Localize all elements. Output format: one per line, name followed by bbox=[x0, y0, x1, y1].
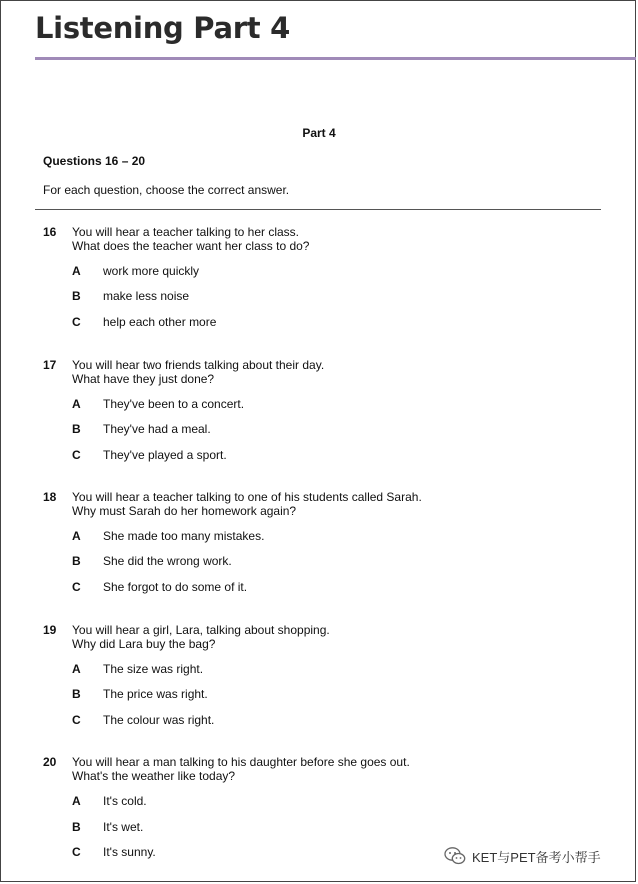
header-rule bbox=[35, 57, 636, 60]
option-letter: A bbox=[72, 397, 81, 411]
question-prompt: What have they just done? bbox=[72, 372, 215, 386]
option-text: She forgot to do some of it. bbox=[103, 580, 248, 594]
option-letter: C bbox=[72, 845, 81, 859]
option-text: She made too many mistakes. bbox=[103, 529, 265, 543]
option-letter: B bbox=[72, 422, 81, 436]
option-letter: A bbox=[72, 264, 81, 278]
option-letter: B bbox=[72, 687, 81, 701]
option-text: The size was right. bbox=[103, 662, 204, 676]
option-letter: A bbox=[72, 662, 81, 676]
option-letter: C bbox=[72, 448, 81, 462]
question-context: You will hear a teacher talking to one of his students called Sarah. bbox=[72, 490, 422, 504]
question-context: You will hear two friends talking about their day. bbox=[72, 358, 325, 372]
option-letter: B bbox=[72, 554, 81, 568]
option-text: help each other more bbox=[103, 315, 217, 329]
question-context: You will hear a teacher talking to her class. bbox=[72, 225, 300, 239]
option-letter: C bbox=[72, 713, 81, 727]
option-text: It's sunny. bbox=[103, 845, 156, 859]
option-letter: C bbox=[72, 315, 81, 329]
question-prompt: Why did Lara buy the bag? bbox=[72, 637, 216, 651]
option-text: work more quickly bbox=[103, 264, 200, 278]
question-prompt: Why must Sarah do her homework again? bbox=[72, 504, 297, 518]
part-title: Part 4 bbox=[302, 126, 336, 140]
option-letter: A bbox=[72, 794, 81, 808]
option-text: They've had a meal. bbox=[103, 422, 211, 436]
question-number: 19 bbox=[43, 623, 57, 637]
option-text: The price was right. bbox=[103, 687, 208, 701]
question-number: 16 bbox=[43, 225, 57, 239]
option-text: The colour was right. bbox=[103, 713, 215, 727]
question-prompt: What does the teacher want her class to do? bbox=[72, 239, 310, 253]
wechat-icon bbox=[444, 846, 466, 866]
watermark bbox=[444, 845, 601, 867]
option-letter: B bbox=[72, 289, 81, 303]
question-number: 17 bbox=[43, 358, 57, 372]
option-text: She did the wrong work. bbox=[103, 554, 232, 568]
section-divider bbox=[35, 209, 601, 210]
page-title: Listening Part 4 bbox=[35, 11, 290, 45]
option-letter: B bbox=[72, 820, 81, 834]
question-number: 20 bbox=[43, 755, 57, 769]
question-context: You will hear a man talking to his daughter before she goes out. bbox=[72, 755, 410, 769]
instruction-text: For each question, choose the correct answer. bbox=[43, 183, 290, 197]
option-letter: A bbox=[72, 529, 81, 543]
option-text: It's wet. bbox=[103, 820, 144, 834]
watermark-text: KET与PET备考小帮手 bbox=[472, 849, 601, 865]
question-prompt: What's the weather like today? bbox=[72, 769, 236, 783]
question-number: 18 bbox=[43, 490, 57, 504]
question-context: You will hear a girl, Lara, talking about shopping. bbox=[72, 623, 330, 637]
questions-range: Questions 16 – 20 bbox=[43, 154, 146, 168]
option-text: They've played a sport. bbox=[103, 448, 227, 462]
option-text: make less noise bbox=[103, 289, 190, 303]
option-letter: C bbox=[72, 580, 81, 594]
option-text: They've been to a concert. bbox=[103, 397, 245, 411]
option-text: It's cold. bbox=[103, 794, 147, 808]
